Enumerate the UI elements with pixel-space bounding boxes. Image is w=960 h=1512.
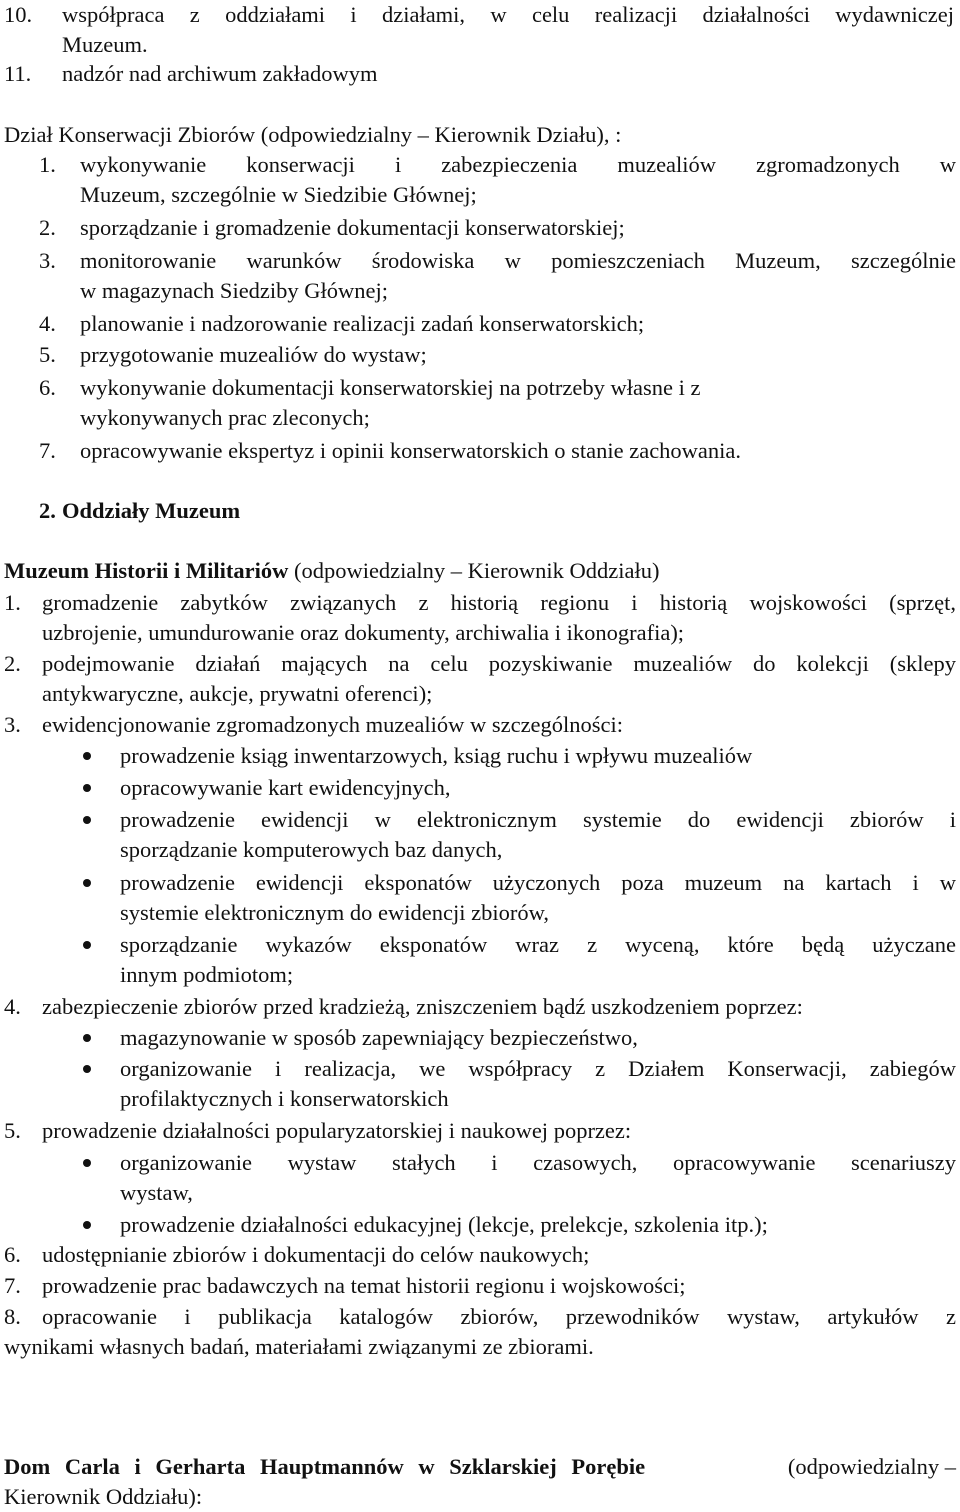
heading-rest-part: (odpowiedzialny – Kierownik Oddziału) — [293, 558, 660, 583]
bullet-dot — [83, 816, 91, 824]
list-item-text: prowadzenie prac badawczych na temat historii regionu i wojskowości; — [42, 1273, 686, 1298]
list-number: 4. — [39, 311, 56, 336]
list-number: 1. — [39, 152, 56, 177]
bullet-dot — [83, 1065, 91, 1073]
list-item-text: monitorowanie warunków środowiska w pomieszczeniach Muzeum, szczególnie — [80, 248, 956, 273]
list-number: 3. — [39, 248, 56, 273]
bullet-text: systemie elektronicznym do ewidencji zbiorów, — [120, 900, 550, 925]
list-item-text: planowanie i nadzorowanie realizacji zadań konserwatorskich; — [80, 311, 645, 336]
bullet-text: organizowanie wystaw stałych i czasowych, opracowywanie scenariuszy — [120, 1150, 956, 1175]
list-item-text: wykonywanie dokumentacji konserwatorskiej na potrzeby własne i z — [80, 375, 701, 400]
bullet-text: wystaw, — [120, 1180, 193, 1205]
list-item-text: antykwaryczne, aukcje, prywatni oferenci); — [42, 681, 433, 706]
list-item-text: zabezpieczenie zbiorów przed kradzieżą, zniszczeniem bądź uszkodzeniem poprzez: — [42, 994, 803, 1019]
list-number: 6. — [4, 1242, 21, 1267]
bullet-text: opracowywanie kart ewidencyjnych, — [120, 775, 451, 800]
list-number: 3. — [4, 712, 21, 737]
bullet-text: prowadzenie ewidencji w elektronicznym systemie do ewidencji zbiorów i — [120, 807, 956, 832]
heading-rest-part: (odpowiedzialny – — [787, 1454, 956, 1479]
list-item-text: podejmowanie działań mających na celu pozyskiwanie muzealiów do kolekcji (sklepy — [42, 651, 956, 676]
list-number: 10. — [4, 2, 33, 27]
bullet-dot — [83, 752, 91, 760]
bullet-text: organizowanie i realizacja, we współpracy z Działem Konserwacji, zabiegów — [120, 1056, 956, 1081]
section-heading-militaria — [4, 556, 659, 586]
section-heading-hauptmann — [4, 1452, 956, 1482]
list-number: 5. — [39, 342, 56, 367]
list-item-text: gromadzenie zabytków związanych z historią regionu i historią wojskowości (sprzęt, — [42, 590, 956, 615]
list-number: 2. — [39, 215, 56, 240]
list-number: 5. — [4, 1118, 21, 1143]
list-item-text: Muzeum, szczególnie w Siedzibie Głównej; — [80, 182, 477, 207]
list-number: 7. — [39, 438, 56, 463]
heading-continuation: Kierownik Oddziału): — [4, 1484, 203, 1509]
section-title: Oddziały Muzeum — [62, 498, 241, 523]
bullet-text: sporządzanie komputerowych baz danych, — [120, 837, 503, 862]
heading-bold-part: Muzeum Historii i Militariów — [4, 558, 289, 583]
list-item-text: nadzór nad archiwum zakładowym — [62, 61, 378, 86]
list-number: 4. — [4, 994, 21, 1019]
list-item-text: ewidencjonowanie zgromadzonych muzealiów w szczególności: — [42, 712, 624, 737]
section-heading-konserwacja: Dział Konserwacji Zbiorów (odpowiedzialny – Kierownik Działu), : — [4, 122, 622, 147]
list-item-text: sporządzanie i gromadzenie dokumentacji konserwatorskiej; — [80, 215, 625, 240]
list-number: 2. — [4, 651, 21, 676]
list-number: 11. — [4, 61, 32, 86]
list-item-text: Muzeum. — [62, 32, 148, 57]
list-item-text: opracowanie i publikacja katalogów zbiorów, przewodników wystaw, artykułów z — [42, 1304, 956, 1329]
list-item-text: udostępnianie zbiorów i dokumentacji do celów naukowych; — [42, 1242, 590, 1267]
list-number: 8. — [4, 1304, 21, 1329]
bullet-dot — [83, 1221, 91, 1229]
bullet-dot — [83, 1159, 91, 1167]
bullet-dot — [83, 879, 91, 887]
bullet-text: sporządzanie wykazów eksponatów wraz z wyceną, które będą użyczane — [120, 932, 956, 957]
list-item-text: wykonywanie konserwacji i zabezpieczenia muzealiów zgromadzonych w — [80, 152, 956, 177]
list-item-text: uzbrojenie, umundurowanie oraz dokumenty, archiwalia i ikonografia); — [42, 620, 685, 645]
heading-bold-part: Dom Carla i Gerharta Hauptmannów w Szklarskiej Porębie — [4, 1454, 646, 1479]
section-number: 2. — [39, 498, 56, 523]
list-item-text: wykonywanych prac zleconych; — [80, 405, 370, 430]
list-item-text: współpraca z oddziałami i działami, w celu realizacji działalności wydawniczej — [62, 2, 954, 27]
bullet-text: magazynowanie w sposób zapewniający bezpieczeństwo, — [120, 1025, 638, 1050]
list-item-text: wynikami własnych badań, materiałami związanymi ze zbiorami. — [4, 1334, 594, 1359]
bullet-text: prowadzenie ksiąg inwentarzowych, ksiąg ruchu i wpływu muzealiów — [120, 743, 753, 768]
bullet-dot — [83, 784, 91, 792]
list-number: 6. — [39, 375, 56, 400]
bullet-text: profilaktycznych i konserwatorskich — [120, 1086, 449, 1111]
bullet-text: prowadzenie działalności edukacyjnej (lekcje, prelekcje, szkolenia itp.); — [120, 1212, 768, 1237]
list-item-text: prowadzenie działalności popularyzatorskiej i naukowej poprzez: — [42, 1118, 632, 1143]
list-number: 1. — [4, 590, 21, 615]
list-number: 7. — [4, 1273, 21, 1298]
bullet-dot — [83, 941, 91, 949]
bullet-text: innym podmiotom; — [120, 962, 294, 987]
list-item-text: opracowywanie ekspertyz i opinii konserwatorskich o stanie zachowania. — [80, 438, 742, 463]
bullet-text: prowadzenie ewidencji eksponatów użyczonych poza muzeum na kartach i w — [120, 870, 956, 895]
bullet-dot — [83, 1034, 91, 1042]
list-item-text: przygotowanie muzealiów do wystaw; — [80, 342, 427, 367]
list-item-text: w magazynach Siedziby Głównej; — [80, 278, 389, 303]
